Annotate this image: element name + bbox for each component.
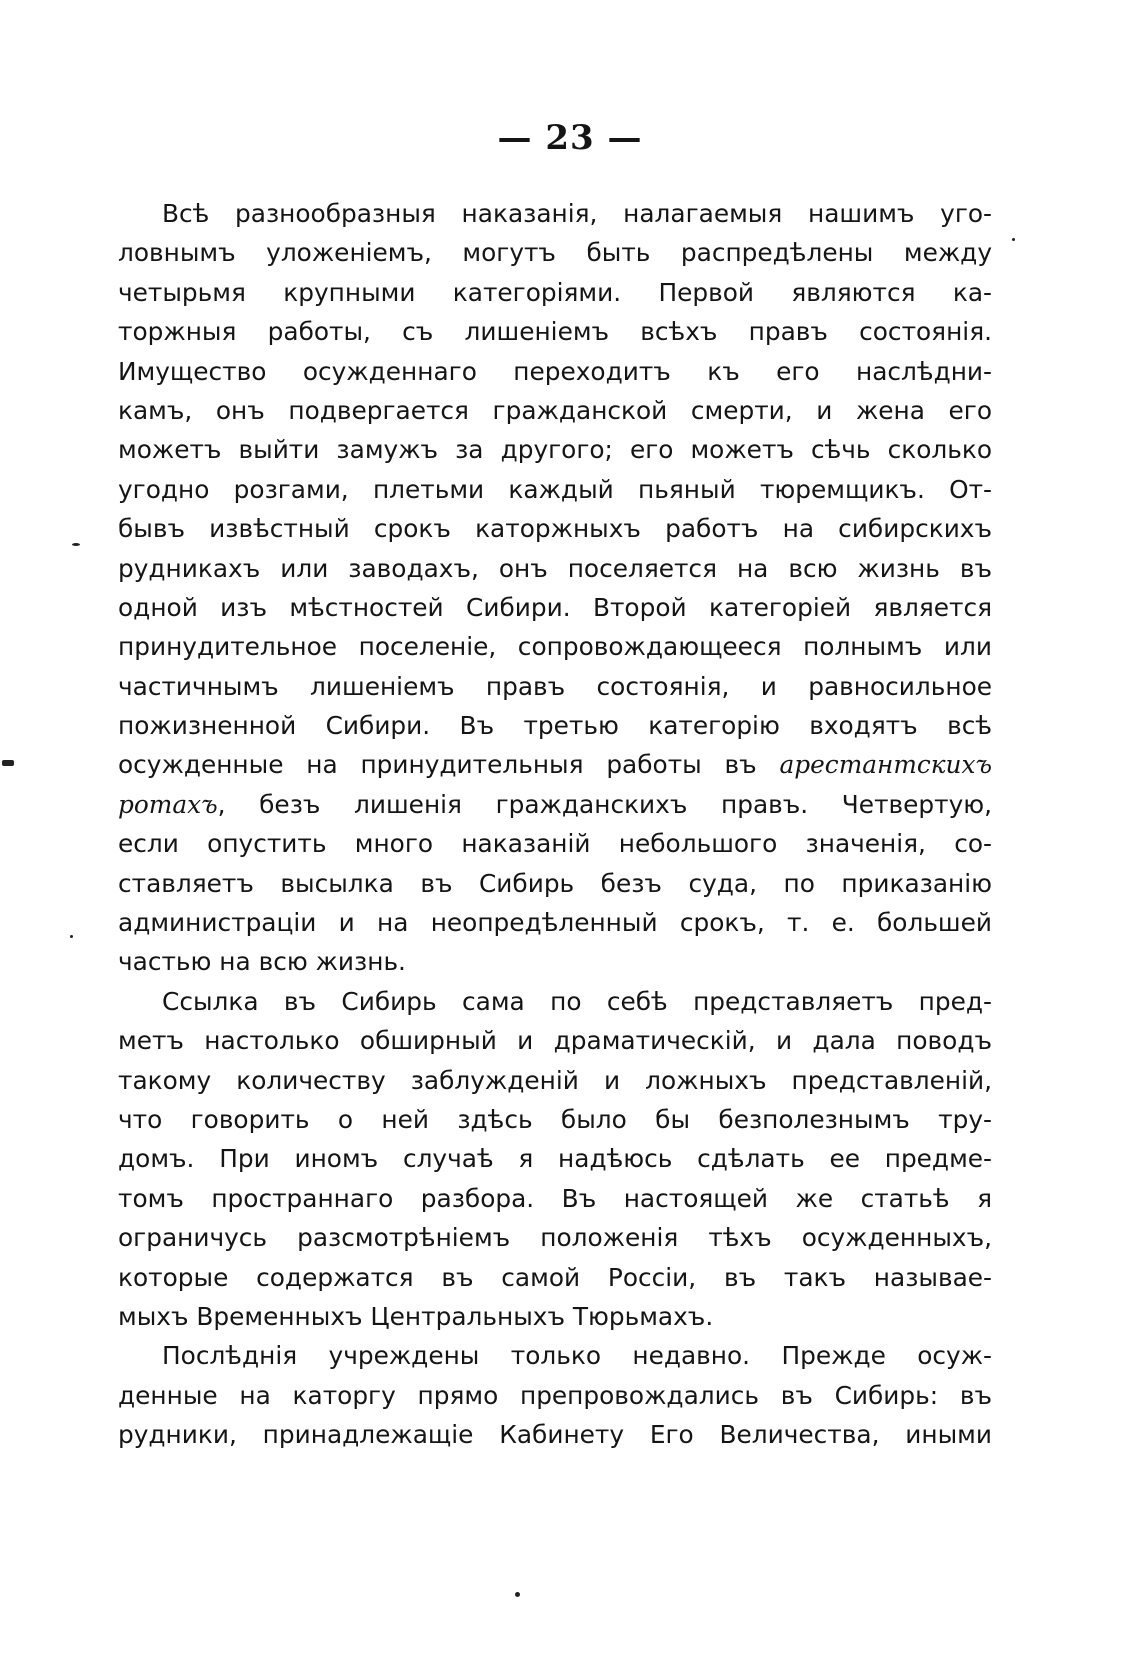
text-line: томъ пространнаго разбора. Въ настоящей же статьѣ я <box>118 1183 992 1213</box>
text-line: Всѣ разнообразныя наказанія, налагаемыя нашимъ уго- <box>162 199 992 228</box>
text-line: торжныя работы, съ лишеніемъ всѣхъ правъ состоянія. <box>118 317 992 347</box>
text-line: пожизненной Сибири. Въ третью категорію входятъ всѣ <box>118 711 992 741</box>
text-line-with-italic <box>118 745 992 784</box>
text-line: частичнымъ лишеніемъ правъ состоянія, и равносильное <box>118 671 992 701</box>
scan-speck <box>1012 238 1015 241</box>
paragraph-1 <box>118 194 992 982</box>
body-text <box>118 194 992 1455</box>
text-line: одной изъ мѣстностей Сибири. Второй категоріей является <box>118 592 992 622</box>
text-line: рудники, принадлежащіе Кабинету Его Величества, иными <box>118 1420 992 1450</box>
text-line-with-italic <box>118 785 992 824</box>
text-segment: , безъ лишенія гражданскихъ правъ. Четвертую, <box>217 789 992 819</box>
text-segment: осужденные на принудительныя работы въ <box>118 750 757 780</box>
text-line: бывъ извѣстный срокъ каторжныхъ работъ на сибирскихъ <box>118 514 992 544</box>
text-line: угодно розгами, плетьми каждый пьяный тюремщикъ. От- <box>118 474 992 504</box>
text-line: метъ настолько обширный и драматическій, и дала поводъ <box>118 1026 992 1056</box>
scan-speck <box>70 935 73 938</box>
italic-term: ротахъ <box>118 789 218 819</box>
text-line: такому количеству заблужденій и ложныхъ представленій, <box>118 1065 992 1095</box>
text-line: рудникахъ или заводахъ, онъ поселяется на всю жизнь въ <box>118 553 992 583</box>
scan-speck <box>72 543 80 546</box>
text-line: что говорить о ней здѣсь было бы безполезнымъ тру- <box>118 1104 992 1134</box>
italic-term: арестантскихъ <box>779 750 993 780</box>
scan-speck <box>2 760 14 766</box>
text-line: Ссылка въ Сибирь сама по себѣ представляетъ пред- <box>162 986 992 1016</box>
text-line: администраціи и на неопредѣленный срокъ, т. е. большей <box>118 908 992 938</box>
text-line: ограничусь разсмотрѣніемъ положенія тѣхъ осужденныхъ, <box>118 1223 992 1253</box>
text-line: денные на каторгу прямо препровождались въ Сибирь: въ <box>118 1380 992 1410</box>
text-line: если опустить много наказаній небольшого значенія, со- <box>118 829 992 859</box>
text-line: можетъ выйти замужъ за другого; его можетъ сѣчь сколько <box>118 435 992 465</box>
text-line: ловнымъ уложеніемъ, могутъ быть распредѣлены между <box>118 238 992 268</box>
text-line: домъ. При иномъ случаѣ я надѣюсь сдѣлать ее предме- <box>118 1144 992 1174</box>
text-line: частью на всю жизнь. <box>118 947 406 977</box>
text-line: камъ, онъ подвергается гражданской смерти, и жена его <box>118 395 992 425</box>
paragraph-3 <box>118 1336 992 1454</box>
text-line: четырьмя крупными категоріями. Первой являются ка- <box>118 277 992 307</box>
page-number: — 23 — <box>497 118 643 158</box>
text-line: мыхъ Временныхъ Центральныхъ Тюрьмахъ. <box>118 1301 714 1331</box>
paragraph-2 <box>118 982 992 1337</box>
text-line: которые содержатся въ самой Россіи, въ такъ называе- <box>118 1262 992 1292</box>
scan-speck <box>515 1592 520 1597</box>
text-line: ставляетъ высылка въ Сибирь безъ суда, по приказанію <box>118 868 992 898</box>
text-line: Послѣднія учреждены только недавно. Прежде осуж- <box>162 1341 992 1371</box>
text-line: Имущество осужденнаго переходитъ къ его наслѣдни- <box>118 356 992 386</box>
text-line: принудительное поселеніе, сопровождающееся полнымъ или <box>118 632 992 662</box>
